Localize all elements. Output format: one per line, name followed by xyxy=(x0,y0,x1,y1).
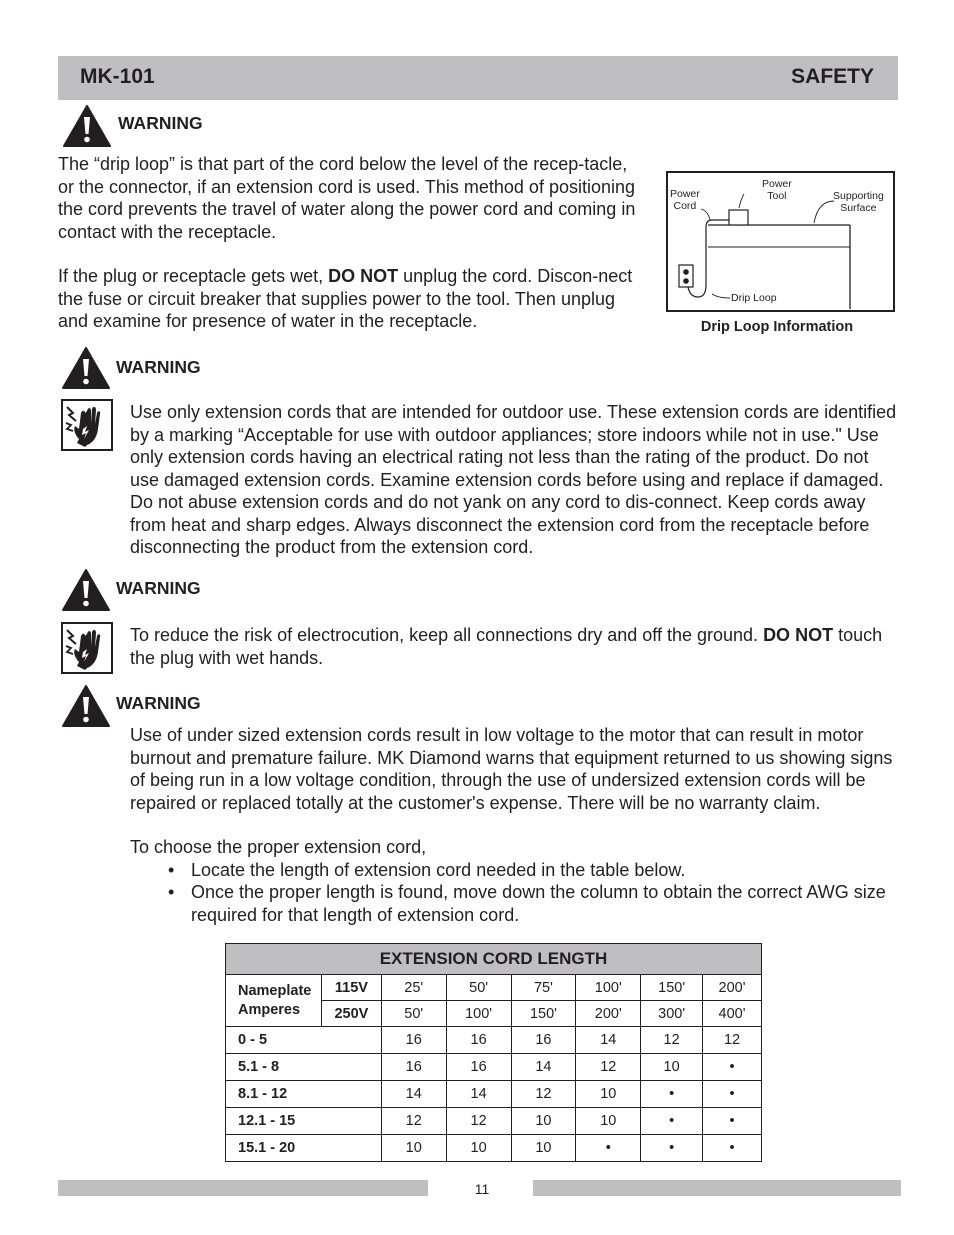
length-cell: 150' xyxy=(511,1001,576,1027)
gauge-cell: 14 xyxy=(511,1054,576,1081)
undersized-cords-paragraph: Use of under sized extension cords result in low voltage to the motor that can result in motor burnout and premature failure. MK Diamond warns that equipment returned to us showing signs of being run in a low voltage condition, through the use of undersized extension cords will be repaired or replaced totally at the customer's expense. There will be no warranty claim. xyxy=(130,725,893,813)
length-cell: 100' xyxy=(576,975,641,1001)
gauge-cell: 16 xyxy=(446,1054,511,1081)
nameplate-amperes-header xyxy=(226,975,322,1027)
nameplate-header-line1: Nameplate xyxy=(238,982,312,999)
warning-triangle-icon xyxy=(61,684,111,728)
wet-plug-text-start: If the plug or receptacle gets wet, xyxy=(58,266,329,286)
supporting-surface-label xyxy=(833,190,884,214)
gauge-cell: • xyxy=(641,1135,703,1162)
power-tool-label-line2: Tool xyxy=(767,190,787,202)
wet-plug-text-end: unplug the cord. Discon-nect the fuse or circuit breaker that supplies power to the tool. Then unplug and examine for presence of water in the receptacle. xyxy=(58,266,633,331)
length-cell: 25' xyxy=(381,975,446,1001)
do-not-emphasis: DO NOT xyxy=(763,625,834,645)
amps-cell: 0 - 5 xyxy=(226,1027,382,1054)
amps-cell: 8.1 - 12 xyxy=(226,1081,382,1108)
gauge-cell: 16 xyxy=(381,1027,446,1054)
electrocution-paragraph xyxy=(130,624,900,669)
gauge-cell: • xyxy=(703,1108,762,1135)
table-row xyxy=(226,1081,762,1108)
wet-plug-paragraph xyxy=(58,265,648,333)
warning-label: WARNING xyxy=(118,113,203,133)
amps-cell: 5.1 - 8 xyxy=(226,1054,382,1081)
amps-cell: 12.1 - 15 xyxy=(226,1108,382,1135)
gauge-cell: 10 xyxy=(576,1081,641,1108)
gauge-cell: 10 xyxy=(641,1054,703,1081)
table-row xyxy=(226,1027,762,1054)
length-cell: 50' xyxy=(446,975,511,1001)
power-tool-label-line1: Power xyxy=(762,178,792,190)
gauge-cell: 10 xyxy=(576,1108,641,1135)
length-cell: 150' xyxy=(641,975,703,1001)
footer-bar-left xyxy=(58,1180,428,1196)
gauge-cell: • xyxy=(576,1135,641,1162)
warning-label: WARNING xyxy=(116,693,201,713)
extension-cord-table xyxy=(225,943,762,1162)
drip-loop-figure xyxy=(666,171,895,312)
gauge-cell: • xyxy=(703,1081,762,1108)
gauge-cell: • xyxy=(703,1135,762,1162)
gauge-cell: 12 xyxy=(703,1027,762,1054)
warning-triangle-icon xyxy=(61,568,111,612)
gauge-cell: 12 xyxy=(641,1027,703,1054)
electric-shock-icon xyxy=(61,399,113,451)
amps-cell: 15.1 - 20 xyxy=(226,1135,382,1162)
outdoor-cords-text xyxy=(130,401,900,559)
length-cell: 50' xyxy=(381,1001,446,1027)
table-title: EXTENSION CORD LENGTH xyxy=(226,944,762,975)
gauge-cell: 10 xyxy=(446,1135,511,1162)
power-cord-label xyxy=(670,188,700,212)
do-not-emphasis: DO NOT xyxy=(328,266,399,286)
page-number: 11 xyxy=(474,1181,490,1197)
gauge-cell: 16 xyxy=(511,1027,576,1054)
supporting-surface-label-line1: Supporting xyxy=(833,190,884,202)
gauge-cell: 16 xyxy=(446,1027,511,1054)
choose-cord-steps xyxy=(130,859,900,927)
choose-cord-intro: To choose the proper extension cord, xyxy=(130,837,427,857)
electric-shock-icon xyxy=(61,622,113,674)
gauge-cell: 12 xyxy=(576,1054,641,1081)
length-cell: 200' xyxy=(576,1001,641,1027)
voltage-115-header: 115V xyxy=(321,975,381,1001)
gauge-cell: 10 xyxy=(511,1135,576,1162)
length-cell: 75' xyxy=(511,975,576,1001)
power-tool-label xyxy=(762,178,792,202)
section-title: SAFETY xyxy=(791,65,874,88)
gauge-cell: 16 xyxy=(381,1054,446,1081)
table-row xyxy=(226,1135,762,1162)
model-name: MK-101 xyxy=(80,65,155,88)
gauge-cell: 10 xyxy=(511,1108,576,1135)
electrocution-text-start: To reduce the risk of electrocution, keep all connections dry and off the ground. xyxy=(130,625,764,645)
list-item: • Locate the length of extension cord needed in the table below. xyxy=(130,859,900,882)
voltage-250-header: 250V xyxy=(321,1001,381,1027)
electrocution-text xyxy=(130,624,900,669)
gauge-cell: 12 xyxy=(446,1108,511,1135)
table-row xyxy=(226,1054,762,1081)
gauge-cell: 14 xyxy=(576,1027,641,1054)
footer-bar-right xyxy=(533,1180,901,1196)
power-cord-label-line2: Cord xyxy=(673,200,697,212)
gauge-cell: • xyxy=(703,1054,762,1081)
warning-triangle-icon xyxy=(62,104,112,148)
drip-loop-paragraph: The “drip loop” is that part of the cord below the level of the recep-tacle, or the connector, if an extension cord is used. This method of positioning the cord prevents the travel of water along the power cord and coming in contact with the receptacle. xyxy=(58,154,636,242)
length-cell: 400' xyxy=(703,1001,762,1027)
table-row xyxy=(226,1108,762,1135)
gauge-cell: 12 xyxy=(511,1081,576,1108)
warning-label: WARNING xyxy=(116,357,201,377)
power-cord-label-line1: Power xyxy=(670,188,700,200)
outdoor-cords-paragraph: Use only extension cords that are intended for outdoor use. These extension cords are identified by a marking “Acceptable for use with outdoor appliances; store indoors while not in use." Use only extension cords having an electrical rating not less than the rating of the product. Do not use damaged extension cords. Examine extension cords before using and replace if damaged. Do not abuse extension cords and do not yank on any cord to dis-connect. Keep cords away from heat and sharp edges. Always disconnect the extension cord from the receptacle before disconnecting the product from the extension cord. xyxy=(130,402,897,557)
length-cell: 100' xyxy=(446,1001,511,1027)
drip-loop-text xyxy=(58,153,648,333)
warning-triangle-icon xyxy=(61,346,111,390)
length-cell: 200' xyxy=(703,975,762,1001)
drip-loop-label: Drip Loop xyxy=(731,292,777,304)
electrocution-text-end: touch the plug with wet hands. xyxy=(130,625,883,668)
figure-caption: Drip Loop Information xyxy=(700,319,854,335)
list-item: • Once the proper length is found, move down the column to obtain the correct AWG size required for that length of extension cord. xyxy=(130,881,900,926)
warning-label: WARNING xyxy=(116,578,201,598)
header-bar xyxy=(58,56,898,100)
undersized-cords-text xyxy=(130,724,900,926)
gauge-cell: 14 xyxy=(446,1081,511,1108)
gauge-cell: 10 xyxy=(381,1135,446,1162)
nameplate-header-line2: Amperes xyxy=(238,1001,301,1018)
gauge-cell: 12 xyxy=(381,1108,446,1135)
gauge-cell: • xyxy=(641,1108,703,1135)
gauge-cell: • xyxy=(641,1081,703,1108)
supporting-surface-label-line2: Surface xyxy=(840,202,877,214)
length-cell: 300' xyxy=(641,1001,703,1027)
gauge-cell: 14 xyxy=(381,1081,446,1108)
